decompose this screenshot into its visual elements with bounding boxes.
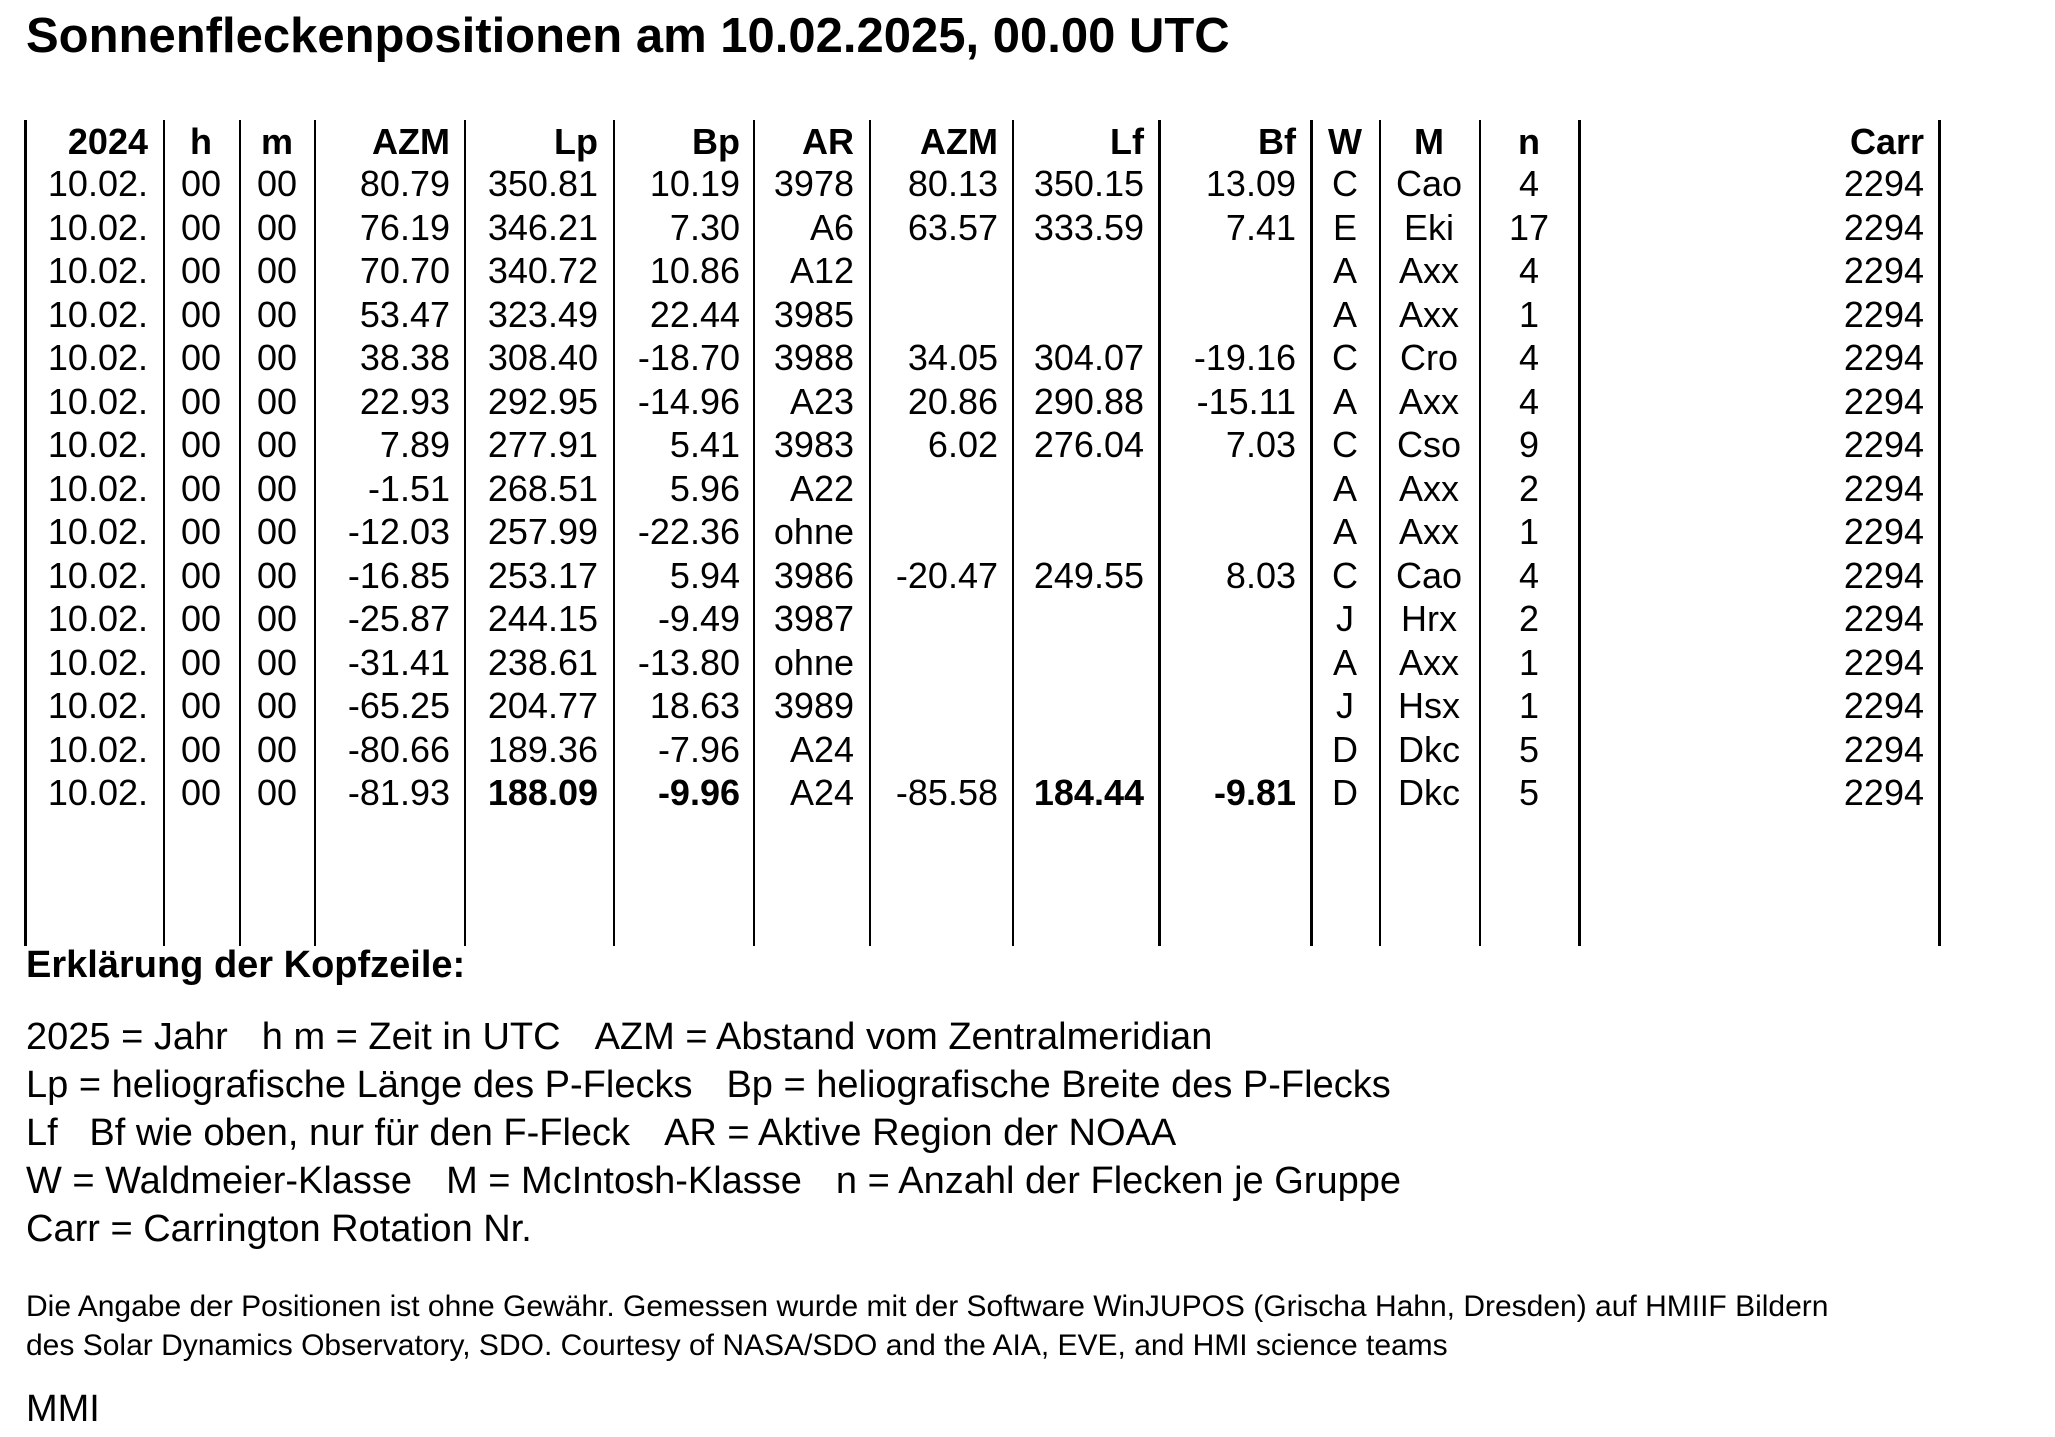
table-cell-ar: 3978 (773, 163, 854, 204)
table-cell-mcintosh: Dkc (1398, 728, 1460, 770)
table-cell-bp: -18.70 (637, 337, 740, 378)
table-cell-azm-f: -85.58 (895, 772, 998, 813)
table-cell-carrington: 2294 (1843, 337, 1924, 378)
table-cell-waldmeier: A (1332, 511, 1357, 552)
author-signature: MMI (26, 1388, 100, 1430)
table-cell-lp: 189.36 (487, 728, 598, 770)
table-cell-bp: 18.63 (649, 685, 740, 726)
table-cell-mcintosh: Dkc (1398, 772, 1460, 813)
table-cell-ar: 3987 (773, 598, 854, 639)
table-cell-azm-p: 7.89 (379, 424, 450, 465)
table-cell-waldmeier: C (1332, 337, 1358, 378)
table-cell-azm-p: -80.66 (347, 728, 450, 770)
table-cell-hour: 00 (180, 293, 222, 335)
table-cell-lp: 350.81 (487, 163, 598, 204)
table-cell-date: 10.02. (47, 511, 148, 552)
table-cell-lf: 333.59 (1033, 206, 1144, 248)
table-cell-waldmeier: J (1336, 598, 1354, 639)
table-cell-azm-f: 20.86 (907, 380, 998, 422)
table-cell-ar: A22 (789, 467, 854, 509)
table-cell-date: 10.02. (47, 598, 148, 639)
table-cell-mcintosh: Axx (1398, 467, 1459, 509)
table-cell-carrington: 2294 (1843, 163, 1924, 204)
table-cell-bf: 13.09 (1205, 163, 1296, 204)
table-cell-azm-p: 70.70 (359, 250, 450, 291)
table-cell-minute: 00 (256, 467, 298, 509)
table-cell-count: 4 (1518, 337, 1540, 378)
table-cell-waldmeier: E (1332, 206, 1357, 248)
table-cell-date: 10.02. (47, 772, 148, 813)
table-cell-ar: A24 (789, 772, 854, 813)
table-cell-waldmeier: A (1332, 467, 1357, 509)
table-cell-bp: 5.94 (669, 554, 740, 596)
column-header-carrington: Carr (1849, 121, 1924, 162)
table-cell-azm-p: -65.25 (347, 685, 450, 726)
table-cell-lf: 276.04 (1033, 424, 1144, 465)
table-cell-bp: 10.19 (649, 163, 740, 204)
legend-entry: AR = Aktive Region der NOAA (664, 1112, 1177, 1154)
legend-line (26, 1160, 1435, 1203)
disclaimer-line: des Solar Dynamics Observatory, SDO. Courtesy of NASA/SDO and the AIA, EVE, and HMI science teams (26, 1329, 1448, 1362)
table-cell-bf: 8.03 (1225, 554, 1296, 596)
table-cell-count: 1 (1518, 511, 1540, 552)
table-cell-waldmeier: J (1336, 685, 1354, 726)
table-cell-azm-p: 80.79 (359, 163, 450, 204)
table-cell-count: 4 (1518, 250, 1540, 291)
table-cell-lp: 253.17 (487, 554, 598, 596)
table-cell-date: 10.02. (47, 380, 148, 422)
table-cell-waldmeier: A (1332, 380, 1357, 422)
table-cell-mcintosh: Axx (1398, 293, 1459, 335)
table-cell-waldmeier: C (1332, 163, 1358, 204)
table-cell-azm-p: 38.38 (359, 337, 450, 378)
table-cell-carrington: 2294 (1843, 467, 1924, 509)
table-cell-hour: 00 (180, 163, 222, 204)
table-cell-mcintosh: Cao (1395, 554, 1463, 596)
table-cell-date: 10.02. (47, 685, 148, 726)
table-cell-count: 1 (1518, 685, 1540, 726)
legend-entry: Carr = Carrington Rotation Nr. (26, 1208, 532, 1250)
table-cell-lp: 188.09 (487, 772, 598, 813)
column-header-azm-p: AZM (372, 121, 450, 162)
table-cell-bp: 22.44 (649, 293, 740, 335)
table-cell-count: 5 (1518, 772, 1540, 813)
table-cell-lf: 184.44 (1033, 772, 1144, 813)
table-cell-bf: -9.81 (1213, 772, 1296, 813)
table-border-left (24, 120, 27, 946)
column-header-ar: AR (802, 121, 854, 162)
table-cell-lp: 277.91 (487, 424, 598, 465)
table-cell-azm-f: 6.02 (927, 424, 998, 465)
table-cell-ar: A23 (789, 380, 854, 422)
legend-entry: Bp = heliografische Breite des P-Flecks (726, 1064, 1391, 1106)
table-cell-hour: 00 (180, 772, 222, 813)
table-cell-waldmeier: D (1332, 728, 1358, 770)
table-cell-date: 10.02. (47, 163, 148, 204)
table-cell-azm-f: 63.57 (907, 206, 998, 248)
column-divider (869, 120, 871, 946)
table-cell-bp: 10.86 (649, 250, 740, 291)
table-cell-mcintosh: Cso (1396, 424, 1462, 465)
table-cell-lp: 238.61 (487, 641, 598, 683)
table-cell-carrington: 2294 (1843, 598, 1924, 639)
table-cell-hour: 00 (180, 206, 222, 248)
legend-entry: W = Waldmeier-Klasse (26, 1160, 413, 1202)
table-cell-hour: 00 (180, 250, 222, 291)
table-cell-count: 1 (1518, 641, 1540, 683)
table-cell-carrington: 2294 (1843, 685, 1924, 726)
disclaimer-note (26, 1287, 1828, 1365)
table-cell-lf: 249.55 (1033, 554, 1144, 596)
table-cell-azm-p: -16.85 (347, 554, 450, 596)
table-cell-bp: -14.96 (637, 380, 740, 422)
table-cell-lp: 323.49 (487, 293, 598, 335)
table-cell-minute: 00 (256, 598, 298, 639)
table-cell-count: 4 (1518, 380, 1540, 422)
table-cell-lp: 292.95 (487, 380, 598, 422)
table-cell-hour: 00 (180, 554, 222, 596)
column-header-hour: h (190, 121, 212, 162)
table-cell-minute: 00 (256, 337, 298, 378)
table-cell-date: 10.02. (47, 424, 148, 465)
table-cell-azm-p: -25.87 (347, 598, 450, 639)
table-cell-mcintosh: Axx (1398, 511, 1459, 552)
legend-entry: M = McIntosh-Klasse (446, 1160, 802, 1202)
table-cell-hour: 00 (180, 641, 222, 683)
column-divider (613, 120, 615, 946)
column-header-waldmeier: W (1328, 121, 1362, 162)
table-cell-mcintosh: Axx (1398, 380, 1459, 422)
table-cell-lp: 268.51 (487, 467, 598, 509)
table-cell-ar: 3989 (773, 685, 854, 726)
table-cell-azm-f: 80.13 (907, 163, 998, 204)
table-cell-minute: 00 (256, 424, 298, 465)
table-cell-hour: 00 (180, 337, 222, 378)
table-cell-ar: 3986 (773, 554, 854, 596)
table-cell-date: 10.02. (47, 293, 148, 335)
sunspot-table (24, 120, 1944, 946)
table-cell-count: 2 (1518, 467, 1540, 509)
table-cell-ar: 3985 (773, 293, 854, 335)
table-cell-date: 10.02. (47, 728, 148, 770)
column-header-minute: m (260, 121, 293, 162)
column-header-bf: Bf (1258, 121, 1296, 162)
table-cell-waldmeier: A (1332, 641, 1357, 683)
table-cell-carrington: 2294 (1843, 293, 1924, 335)
table-cell-azm-p: -1.51 (367, 467, 450, 509)
table-cell-bp: 5.96 (669, 467, 740, 509)
table-cell-bf: 7.03 (1225, 424, 1296, 465)
table-cell-mcintosh: Cro (1399, 337, 1458, 378)
table-cell-waldmeier: C (1332, 424, 1358, 465)
table-cell-date: 10.02. (47, 250, 148, 291)
table-cell-minute: 00 (256, 511, 298, 552)
table-cell-minute: 00 (256, 206, 298, 248)
table-cell-minute: 00 (256, 293, 298, 335)
legend-entry: AZM = Abstand vom Zentralmeridian (594, 1016, 1213, 1058)
table-cell-lp: 308.40 (487, 337, 598, 378)
table-cell-mcintosh: Eki (1403, 206, 1454, 248)
column-header-mcintosh: M (1414, 121, 1444, 162)
column-divider (1012, 120, 1014, 946)
table-cell-hour: 00 (180, 598, 222, 639)
table-cell-bp: -9.96 (657, 772, 740, 813)
table-cell-hour: 00 (180, 380, 222, 422)
table-cell-count: 4 (1518, 163, 1540, 204)
table-cell-azm-p: -12.03 (347, 511, 450, 552)
table-cell-carrington: 2294 (1843, 380, 1924, 422)
legend-entry: h m = Zeit in UTC (261, 1016, 561, 1058)
column-header-bp: Bp (692, 121, 740, 162)
table-cell-mcintosh: Hsx (1398, 685, 1460, 726)
table-cell-count: 4 (1518, 554, 1540, 596)
table-cell-lf: 350.15 (1033, 163, 1144, 204)
column-header-lf: Lf (1110, 121, 1144, 162)
table-cell-hour: 00 (180, 685, 222, 726)
disclaimer-line: Die Angabe der Positionen ist ohne Gewähr. Gemessen wurde mit der Software WinJUPOS (Grischa Hahn, Dresden) auf HMIIF Bildern (26, 1290, 1829, 1323)
table-cell-minute: 00 (256, 641, 298, 683)
column-divider (753, 120, 755, 946)
table-cell-waldmeier: C (1332, 554, 1358, 596)
table-cell-bp: -22.36 (637, 511, 740, 552)
table-cell-carrington: 2294 (1843, 206, 1924, 248)
table-cell-hour: 00 (180, 728, 222, 770)
table-cell-azm-f: -20.47 (895, 554, 998, 596)
table-cell-carrington: 2294 (1843, 424, 1924, 465)
table-cell-minute: 00 (256, 728, 298, 770)
table-cell-lf: 304.07 (1033, 337, 1144, 378)
legend-entry: Lp = heliografische Länge des P-Flecks (26, 1064, 693, 1106)
legend-entry: Lf Bf wie oben, nur für den F-Fleck (26, 1112, 631, 1154)
table-cell-waldmeier: A (1332, 293, 1357, 335)
table-cell-minute: 00 (256, 380, 298, 422)
table-cell-bf: -15.11 (1196, 380, 1296, 422)
table-cell-minute: 00 (256, 554, 298, 596)
table-cell-minute: 00 (256, 163, 298, 204)
table-cell-bp: -9.49 (657, 598, 740, 639)
table-cell-date: 10.02. (47, 467, 148, 509)
table-cell-lf: 290.88 (1033, 380, 1144, 422)
table-cell-azm-f: 34.05 (907, 337, 998, 378)
table-cell-bp: 5.41 (669, 424, 740, 465)
table-cell-lp: 257.99 (487, 511, 598, 552)
legend-entry: 2025 = Jahr (26, 1016, 228, 1058)
table-cell-ar: A24 (789, 728, 854, 770)
table-cell-azm-p: 53.47 (359, 293, 450, 335)
legend-line (26, 1208, 566, 1251)
table-cell-azm-p: 76.19 (359, 206, 450, 248)
table-cell-carrington: 2294 (1843, 641, 1924, 683)
table-cell-count: 17 (1508, 206, 1550, 248)
table-cell-ar: A6 (809, 206, 854, 248)
table-cell-carrington: 2294 (1843, 511, 1924, 552)
column-header-count: n (1518, 121, 1540, 162)
table-cell-bp: -13.80 (637, 641, 740, 683)
table-cell-ar: ohne (773, 641, 854, 683)
table-cell-bp: 7.30 (669, 206, 740, 248)
table-cell-azm-p: 22.93 (359, 380, 450, 422)
legend-line (26, 1016, 1246, 1059)
table-cell-waldmeier: A (1332, 250, 1357, 291)
table-cell-date: 10.02. (47, 206, 148, 248)
legend-entry: n = Anzahl der Flecken je Gruppe (835, 1160, 1401, 1202)
table-cell-mcintosh: Hrx (1401, 598, 1457, 639)
table-cell-bf: 7.41 (1225, 206, 1296, 248)
table-cell-mcintosh: Axx (1398, 641, 1459, 683)
table-cell-date: 10.02. (47, 337, 148, 378)
table-cell-date: 10.02. (47, 641, 148, 683)
table-cell-mcintosh: Axx (1398, 250, 1459, 291)
table-cell-mcintosh: Cao (1395, 163, 1463, 204)
table-cell-carrington: 2294 (1843, 772, 1924, 813)
column-divider (464, 120, 466, 946)
table-cell-bf: -19.16 (1193, 337, 1296, 378)
table-cell-count: 2 (1518, 598, 1540, 639)
table-cell-date: 10.02. (47, 554, 148, 596)
table-border-right (1938, 120, 1941, 946)
table-cell-waldmeier: D (1332, 772, 1358, 813)
table-cell-carrington: 2294 (1843, 554, 1924, 596)
column-divider (1158, 120, 1161, 946)
table-cell-minute: 00 (256, 685, 298, 726)
table-cell-azm-p: -81.93 (347, 772, 450, 813)
table-cell-carrington: 2294 (1843, 250, 1924, 291)
table-cell-bp: -7.96 (657, 728, 740, 770)
table-cell-ar: A12 (789, 250, 854, 291)
table-cell-azm-p: -31.41 (347, 641, 450, 683)
table-cell-count: 9 (1518, 424, 1540, 465)
table-cell-hour: 00 (180, 511, 222, 552)
table-cell-lp: 340.72 (487, 250, 598, 291)
table-cell-count: 1 (1518, 293, 1540, 335)
legend-line (26, 1112, 1210, 1155)
column-header-lp: Lp (554, 121, 598, 162)
legend-title: Erklärung der Kopfzeile: (26, 944, 466, 986)
column-header-date: 2024 (67, 121, 148, 162)
table-cell-count: 5 (1518, 728, 1540, 770)
table-cell-carrington: 2294 (1843, 728, 1924, 770)
legend-line (26, 1064, 1425, 1107)
page-title: Sonnenfleckenpositionen am 10.02.2025, 00.00 UTC (26, 9, 1230, 63)
table-cell-hour: 00 (180, 467, 222, 509)
column-header-azm-f: AZM (920, 121, 998, 162)
table-cell-minute: 00 (256, 772, 298, 813)
table-cell-lp: 204.77 (487, 685, 598, 726)
table-cell-lp: 244.15 (487, 598, 598, 639)
table-cell-ar: ohne (773, 511, 854, 552)
table-cell-minute: 00 (256, 250, 298, 291)
table-cell-ar: 3983 (773, 424, 854, 465)
table-cell-ar: 3988 (773, 337, 854, 378)
table-cell-hour: 00 (180, 424, 222, 465)
table-cell-lp: 346.21 (487, 206, 598, 248)
